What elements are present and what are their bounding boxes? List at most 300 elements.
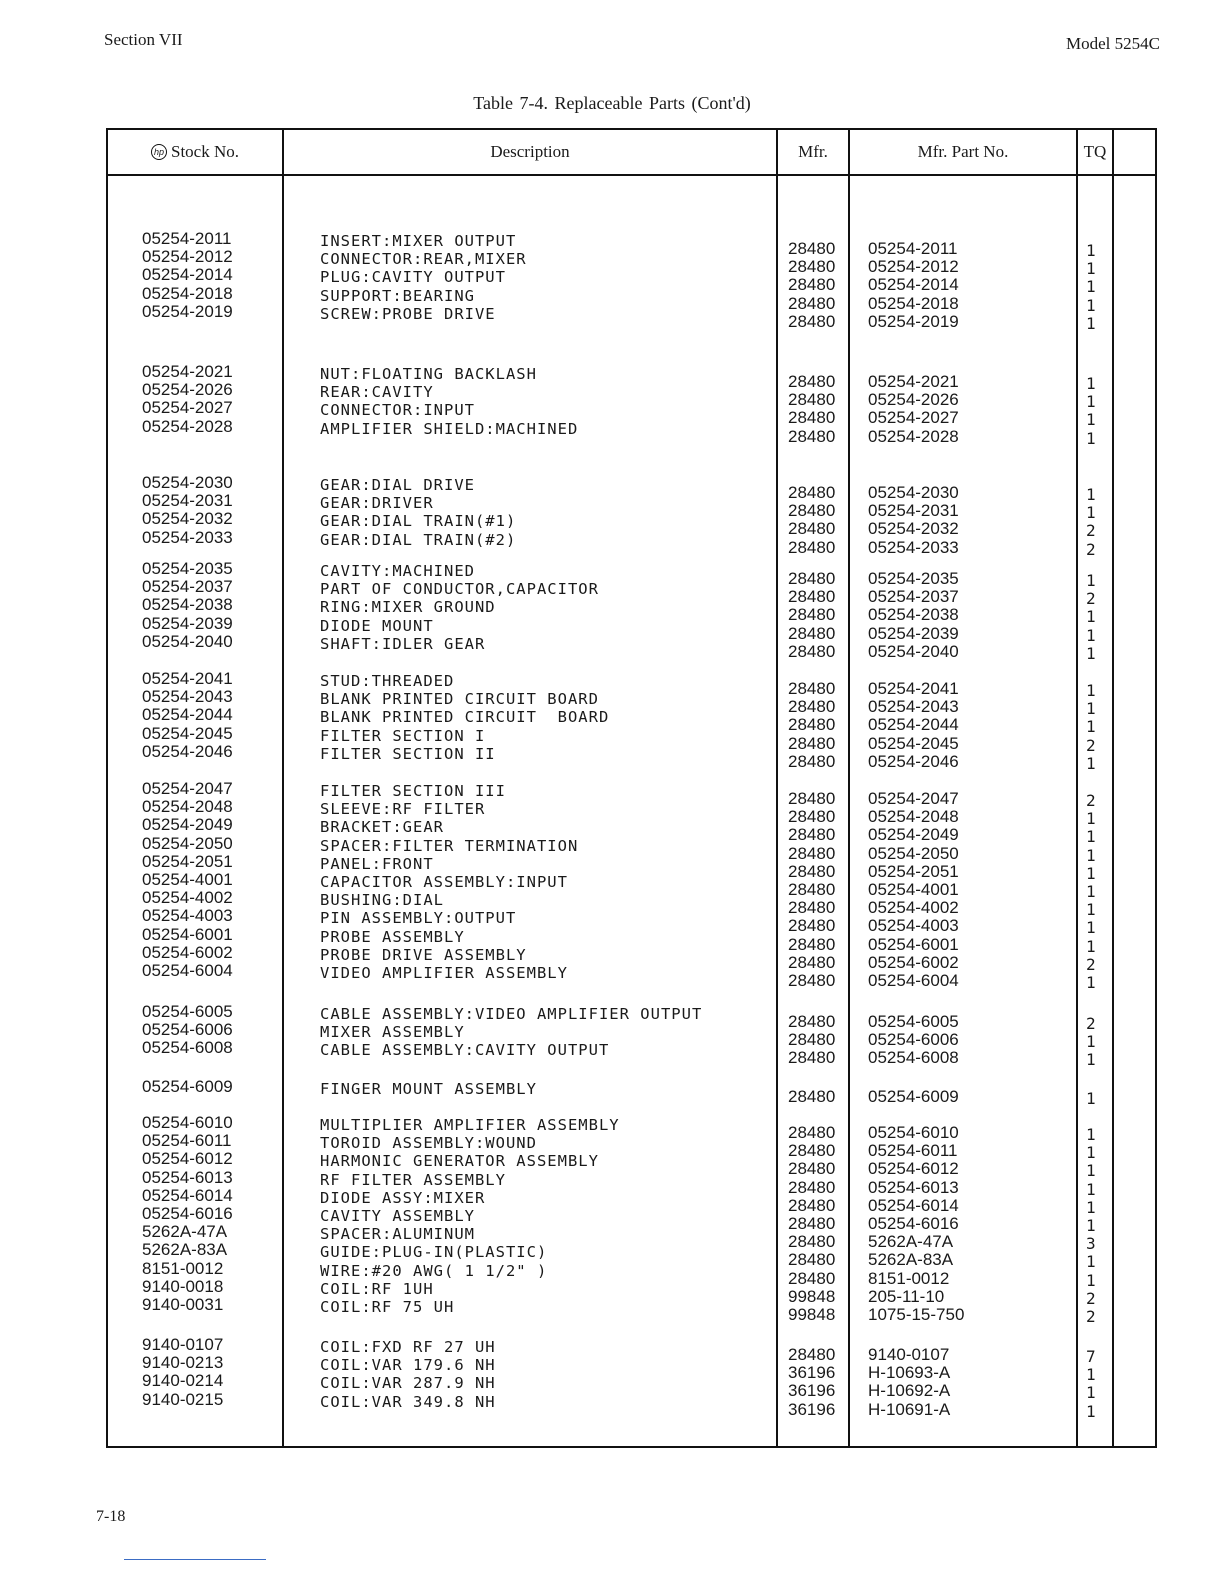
cell-mpn: 05254-2027 — [868, 408, 959, 428]
cell-mpn: H-10693-A — [868, 1363, 951, 1383]
cell-mpn: 05254-2040 — [868, 641, 959, 661]
cell-mpn: 05254-6013 — [868, 1177, 959, 1197]
cell-mfr: 28480 — [788, 697, 836, 717]
cell-stock: 05254-2047 — [142, 779, 233, 798]
column-desc-group — [320, 1116, 620, 1316]
cell-stock: 05254-2019 — [142, 301, 233, 321]
cell-desc: NUT:FLOATING BACKLASH — [320, 365, 537, 383]
cell-tq: 1 — [1086, 392, 1096, 412]
cell-desc: PART OF CONDUCTOR,CAPACITOR — [320, 580, 599, 599]
cell-tq: 2 — [1086, 954, 1096, 974]
cell-tq: 1 — [1086, 485, 1096, 504]
cell-mpn: 05254-6008 — [868, 1048, 959, 1068]
cell-tq: 1 — [1086, 863, 1096, 883]
cell-mfr: 28480 — [788, 623, 836, 643]
cell-mpn: 5262A-83A — [868, 1250, 954, 1270]
cell-mpn: 5262A-47A — [868, 1232, 954, 1252]
cell-desc: COIL:RF 75 UH — [320, 1297, 455, 1316]
cell-tq: 1 — [1086, 374, 1096, 393]
cell-desc: MIXER ASSEMBLY — [320, 1023, 465, 1042]
cell-mpn: 05254-2032 — [868, 519, 959, 539]
cell-mfr: 28480 — [788, 537, 836, 557]
cell-desc: REAR:CAVITY — [320, 383, 434, 402]
cell-mfr: 28480 — [788, 715, 836, 735]
column-stock-group — [142, 780, 233, 980]
cell-tq: 2 — [1086, 791, 1096, 810]
column-tq-group — [1086, 572, 1096, 663]
cell-tq: 1 — [1086, 607, 1096, 627]
column-mpn-group — [868, 1124, 964, 1324]
column-divider — [776, 130, 778, 1446]
cell-desc: CABLE ASSEMBLY:VIDEO AMPLIFIER OUTPUT — [320, 1005, 703, 1023]
cell-mfr: 28480 — [788, 372, 836, 391]
column-tq-group — [1086, 682, 1096, 773]
column-desc-group — [320, 1005, 702, 1060]
cell-desc: CONNECTOR:REAR,MIXER — [320, 250, 527, 269]
cell-mpn: 05254-4001 — [868, 879, 959, 899]
cell-mfr: 28480 — [788, 1141, 836, 1161]
header-stock — [108, 130, 282, 174]
cell-desc: COIL:VAR 179.6 NH — [320, 1356, 496, 1375]
cell-tq: 1 — [1086, 1401, 1096, 1421]
column-mfr-group — [788, 790, 835, 990]
column-mpn-group — [868, 240, 959, 331]
cell-desc: COIL:VAR 287.9 NH — [320, 1374, 496, 1393]
cell-tq: 1 — [1086, 900, 1096, 920]
cell-stock: 05254-2018 — [142, 283, 233, 303]
cell-stock: 05254-4003 — [142, 906, 233, 926]
cell-mpn: 05254-2041 — [868, 679, 959, 698]
cell-desc: FILTER SECTION I — [320, 726, 486, 745]
cell-stock: 05254-2040 — [142, 631, 233, 651]
cell-desc: MULTIPLIER AMPLIFIER ASSEMBLY — [320, 1116, 620, 1134]
cell-mpn: 05254-6012 — [868, 1159, 959, 1179]
cell-desc: GEAR:DIAL DRIVE — [320, 476, 475, 494]
cell-mfr: 28480 — [788, 934, 836, 954]
cell-tq: 1 — [1086, 1383, 1096, 1403]
cell-stock: 05254-2043 — [142, 687, 233, 707]
cell-mfr: 28480 — [788, 1268, 836, 1288]
cell-stock: 05254-2031 — [142, 491, 233, 511]
cell-desc: COIL:FXD RF 27 UH — [320, 1338, 496, 1356]
cell-desc: CONNECTOR:INPUT — [320, 401, 475, 420]
cell-tq: 1 — [1086, 918, 1096, 938]
cell-desc: SPACER:FILTER TERMINATION — [320, 836, 579, 855]
column-desc-group — [320, 1080, 537, 1098]
cell-desc: FILTER SECTION III — [320, 782, 506, 800]
cell-mpn: 05254-2044 — [868, 715, 959, 735]
cell-tq: 1 — [1086, 827, 1096, 847]
cell-stock: 05254-6016 — [142, 1203, 233, 1223]
cell-tq: 2 — [1086, 539, 1096, 559]
cell-mfr: 28480 — [788, 789, 836, 808]
cell-stock: 05254-2049 — [142, 815, 233, 835]
cell-tq: 1 — [1086, 410, 1096, 430]
column-divider — [1112, 130, 1114, 1446]
column-tq-group — [1086, 242, 1096, 333]
cell-mpn: 05254-2051 — [868, 861, 959, 881]
column-stock-group — [142, 1114, 233, 1314]
cell-tq: 1 — [1086, 1365, 1096, 1385]
cell-mfr: 28480 — [788, 1048, 836, 1068]
cell-tq: 1 — [1086, 1089, 1096, 1108]
column-stock-group — [142, 1003, 233, 1058]
cell-mfr: 36196 — [788, 1363, 836, 1383]
cell-mpn: 05254-2046 — [868, 751, 959, 771]
cell-stock: 05254-6005 — [142, 1002, 233, 1021]
cell-desc: GEAR:DRIVER — [320, 494, 434, 513]
cell-mfr: 28480 — [788, 239, 836, 258]
cell-tq: 1 — [1086, 1032, 1096, 1052]
cell-mpn: 05254-2021 — [868, 372, 959, 391]
cell-desc: SUPPORT:BEARING — [320, 286, 475, 305]
column-stock-group — [142, 1078, 233, 1096]
cell-tq: 2 — [1086, 589, 1096, 609]
cell-desc: PANEL:FRONT — [320, 854, 434, 873]
cell-tq: 1 — [1086, 881, 1096, 901]
column-mfr-group — [788, 484, 835, 557]
cell-desc: COIL:RF 1UH — [320, 1279, 434, 1298]
cell-stock: 05254-2035 — [142, 559, 233, 578]
bottom-rule — [124, 1559, 266, 1560]
cell-mfr: 28480 — [788, 1250, 836, 1270]
cell-stock: 8151-0012 — [142, 1258, 224, 1278]
cell-desc: TOROID ASSEMBLY:WOUND — [320, 1134, 537, 1153]
page-number: 7-18 — [96, 1508, 126, 1525]
column-stock-group — [142, 1336, 223, 1409]
cell-mpn: 05254-2019 — [868, 311, 959, 331]
cell-mfr: 28480 — [788, 426, 836, 446]
cell-mfr: 28480 — [788, 1012, 836, 1031]
cell-tq: 1 — [1086, 699, 1096, 719]
cell-mfr: 28480 — [788, 825, 836, 845]
cell-stock: 05254-2051 — [142, 851, 233, 871]
cell-mfr: 28480 — [788, 483, 836, 502]
cell-mpn: 05254-2045 — [868, 733, 959, 753]
cell-mpn: 05254-2012 — [868, 257, 959, 277]
cell-desc: PROBE DRIVE ASSEMBLY — [320, 945, 527, 964]
cell-mpn: 05254-2037 — [868, 587, 959, 607]
cell-stock: 05254-2037 — [142, 577, 233, 597]
column-tq-group — [1086, 375, 1096, 448]
column-mpn-group — [868, 1346, 950, 1419]
cell-mpn: 05254-2026 — [868, 390, 959, 410]
cell-mfr: 28480 — [788, 1345, 836, 1364]
column-mfr-group — [788, 680, 835, 771]
cell-mfr: 36196 — [788, 1399, 836, 1419]
cell-mpn: 05254-2028 — [868, 426, 959, 446]
cell-mpn: 05254-6014 — [868, 1195, 959, 1215]
cell-tq: 1 — [1086, 625, 1096, 645]
cell-mfr: 28480 — [788, 501, 836, 521]
cell-mfr: 28480 — [788, 390, 836, 410]
cell-stock: 05254-2014 — [142, 265, 233, 285]
cell-desc: COIL:VAR 349.8 NH — [320, 1392, 496, 1411]
cell-desc: PROBE ASSEMBLY — [320, 927, 465, 946]
header-stock-label: Stock No. — [171, 142, 239, 161]
cell-tq: 1 — [1086, 753, 1096, 773]
cell-desc: BUSHING:DIAL — [320, 891, 444, 910]
column-mpn-group — [868, 570, 959, 661]
cell-mfr: 28480 — [788, 311, 836, 331]
column-tq-group — [1086, 1126, 1096, 1326]
cell-mfr: 28480 — [788, 807, 836, 827]
cell-tq: 1 — [1086, 809, 1096, 829]
cell-desc: GUIDE:PLUG-IN(PLASTIC) — [320, 1243, 548, 1262]
section-label: Section VII — [104, 30, 183, 49]
cell-desc: GEAR:DIAL TRAIN(#1) — [320, 512, 517, 531]
cell-tq: 2 — [1086, 1288, 1096, 1308]
column-stock-group — [142, 670, 233, 761]
cell-mpn: 05254-2014 — [868, 275, 959, 295]
cell-mpn: 05254-4002 — [868, 898, 959, 918]
cell-tq: 2 — [1086, 521, 1096, 541]
cell-stock: 05254-2046 — [142, 741, 233, 761]
cell-desc: PLUG:CAVITY OUTPUT — [320, 268, 506, 287]
column-mpn-group — [868, 373, 959, 446]
column-desc-group — [320, 476, 516, 549]
column-divider — [848, 130, 850, 1446]
cell-mpn: 05254-6009 — [868, 1087, 959, 1106]
cell-stock: 05254-2011 — [142, 229, 232, 248]
column-mfr-group — [788, 240, 835, 331]
cell-tq: 1 — [1086, 241, 1096, 260]
cell-tq: 1 — [1086, 972, 1096, 992]
cell-mpn: 05254-2038 — [868, 605, 959, 625]
cell-desc: HARMONIC GENERATOR ASSEMBLY — [320, 1152, 599, 1171]
cell-mpn: 8151-0012 — [868, 1268, 950, 1288]
cell-mfr: 28480 — [788, 861, 836, 881]
cell-stock: 05254-6004 — [142, 960, 233, 980]
cell-mpn: 05254-2050 — [868, 843, 959, 863]
cell-mfr: 28480 — [788, 293, 836, 313]
column-mfr-group — [788, 373, 835, 446]
cell-desc: RF FILTER ASSEMBLY — [320, 1170, 506, 1189]
cell-stock: 05254-2030 — [142, 473, 233, 492]
column-desc-group — [320, 672, 609, 763]
cell-tq: 1 — [1086, 571, 1096, 590]
cell-stock: 05254-2041 — [142, 669, 233, 688]
cell-stock: 9140-0107 — [142, 1335, 224, 1354]
cell-mfr: 28480 — [788, 587, 836, 607]
cell-mpn: 05254-6016 — [868, 1213, 959, 1233]
cell-desc: DIODE MOUNT — [320, 616, 434, 635]
cell-tq: 7 — [1086, 1347, 1096, 1366]
cell-stock: 5262A-83A — [142, 1240, 228, 1260]
cell-desc: SHAFT:IDLER GEAR — [320, 634, 486, 653]
cell-stock: 05254-6010 — [142, 1113, 233, 1132]
cell-tq: 1 — [1086, 295, 1096, 315]
cell-stock: 05254-6014 — [142, 1185, 233, 1205]
cell-desc: BRACKET:GEAR — [320, 818, 444, 837]
cell-mfr: 28480 — [788, 1232, 836, 1252]
column-mpn-group — [868, 790, 959, 990]
column-divider — [282, 130, 284, 1446]
cell-mfr: 28480 — [788, 408, 836, 428]
cell-mfr: 28480 — [788, 952, 836, 972]
column-desc-group — [320, 1338, 496, 1411]
cell-stock: 9140-0018 — [142, 1276, 224, 1296]
cell-mfr: 28480 — [788, 257, 836, 277]
cell-mfr: 28480 — [788, 1195, 836, 1215]
cell-mpn: 05254-2031 — [868, 501, 959, 521]
cell-tq: 1 — [1086, 643, 1096, 663]
cell-mfr: 28480 — [788, 733, 836, 753]
cell-stock: 05254-2021 — [142, 362, 233, 381]
cell-tq: 1 — [1086, 1125, 1096, 1144]
column-desc-group — [320, 365, 578, 438]
cell-stock: 05254-6001 — [142, 924, 233, 944]
cell-stock: 9140-0215 — [142, 1389, 224, 1409]
column-mfr-group — [788, 1346, 835, 1419]
header-divider — [108, 174, 1155, 176]
cell-mpn: 05254-6001 — [868, 934, 959, 954]
cell-desc: PIN ASSEMBLY:OUTPUT — [320, 909, 517, 928]
cell-stock: 05254-2027 — [142, 398, 233, 418]
column-mpn-group — [868, 484, 959, 557]
cell-desc: CAVITY:MACHINED — [320, 562, 475, 580]
cell-mpn: 1075-15-750 — [868, 1304, 965, 1324]
column-mpn-group — [868, 1088, 959, 1106]
column-tq-group — [1086, 792, 1096, 992]
cell-tq: 1 — [1086, 259, 1096, 279]
cell-tq: 1 — [1086, 1161, 1096, 1181]
cell-tq: 2 — [1086, 1014, 1096, 1033]
table-title: Table 7-4. Replaceable Parts (Cont'd) — [473, 93, 751, 113]
cell-mfr: 28480 — [788, 1159, 836, 1179]
cell-mfr: 28480 — [788, 605, 836, 625]
column-mfr-group — [788, 1124, 835, 1324]
cell-mpn: H-10691-A — [868, 1399, 951, 1419]
parts-table — [106, 128, 1157, 1448]
cell-stock: 05254-6012 — [142, 1149, 233, 1169]
header-description: Description — [490, 142, 570, 161]
cell-tq: 1 — [1086, 277, 1096, 297]
cell-stock: 05254-2032 — [142, 509, 233, 529]
column-mfr-group — [788, 1013, 835, 1068]
model-label: Model 5254C — [1066, 34, 1160, 53]
cell-mfr: 28480 — [788, 751, 836, 771]
cell-desc: RING:MIXER GROUND — [320, 598, 496, 617]
cell-tq: 1 — [1086, 503, 1096, 523]
column-mfr-group — [788, 570, 835, 661]
cell-stock: 05254-6002 — [142, 942, 233, 962]
cell-desc: BLANK PRINTED CIRCUIT BOARD — [320, 690, 599, 709]
cell-desc: AMPLIFIER SHIELD:MACHINED — [320, 419, 579, 438]
cell-stock: 05254-2050 — [142, 833, 233, 853]
cell-mpn: 05254-6011 — [868, 1141, 958, 1161]
cell-mfr: 99848 — [788, 1304, 836, 1324]
cell-stock: 05254-2012 — [142, 247, 233, 267]
cell-tq: 1 — [1086, 1197, 1096, 1217]
cell-stock: 9140-0213 — [142, 1353, 224, 1373]
cell-mpn: 05254-2035 — [868, 569, 959, 588]
cell-tq: 2 — [1086, 1306, 1096, 1326]
cell-mpn: 05254-6006 — [868, 1030, 959, 1050]
cell-mfr: 28480 — [788, 843, 836, 863]
cell-mfr: 28480 — [788, 970, 836, 990]
cell-mpn: 05254-6010 — [868, 1123, 959, 1142]
cell-tq: 1 — [1086, 936, 1096, 956]
cell-mpn: 05254-2039 — [868, 623, 959, 643]
column-stock-group — [142, 230, 233, 321]
cell-stock: 05254-6013 — [142, 1167, 233, 1187]
cell-mpn: 05254-2030 — [868, 483, 959, 502]
column-tq-group — [1086, 1348, 1096, 1421]
cell-desc: INSERT:MIXER OUTPUT — [320, 232, 517, 250]
cell-mfr: 28480 — [788, 275, 836, 295]
cell-tq: 1 — [1086, 313, 1096, 333]
cell-mfr: 36196 — [788, 1381, 836, 1401]
column-tq-group — [1086, 1090, 1096, 1108]
cell-stock: 05254-2033 — [142, 527, 233, 547]
cell-stock: 5262A-47A — [142, 1222, 228, 1242]
cell-mpn: 05254-6004 — [868, 970, 959, 990]
cell-mpn: 05254-6002 — [868, 952, 959, 972]
cell-tq: 1 — [1086, 1179, 1096, 1199]
cell-mfr: 28480 — [788, 519, 836, 539]
cell-desc: WIRE:#20 AWG( 1 1/2" ) — [320, 1261, 548, 1280]
column-mfr-group — [788, 1088, 835, 1106]
cell-mpn: 205-11-10 — [868, 1286, 945, 1306]
cell-stock: 05254-2038 — [142, 595, 233, 615]
cell-stock: 05254-4001 — [142, 869, 233, 889]
cell-tq: 1 — [1086, 1215, 1096, 1235]
column-divider — [1076, 130, 1078, 1446]
cell-desc: SCREW:PROBE DRIVE — [320, 304, 496, 323]
cell-stock: 05254-6008 — [142, 1038, 233, 1058]
cell-mpn: H-10692-A — [868, 1381, 951, 1401]
column-desc-group — [320, 562, 599, 653]
cell-desc: CAVITY ASSEMBLY — [320, 1206, 475, 1225]
column-tq-group — [1086, 486, 1096, 559]
header-tq: TQ — [1083, 142, 1107, 161]
cell-desc: SPACER:ALUMINUM — [320, 1225, 475, 1244]
cell-tq: 1 — [1086, 1050, 1096, 1070]
cell-stock: 05254-2028 — [142, 416, 233, 436]
cell-mfr: 28480 — [788, 679, 836, 698]
cell-tq: 1 — [1086, 845, 1096, 865]
column-stock-group — [142, 560, 233, 651]
cell-mpn: 05254-2033 — [868, 537, 959, 557]
cell-mpn: 9140-0107 — [868, 1345, 950, 1364]
cell-tq: 3 — [1086, 1234, 1096, 1254]
cell-desc: STUD:THREADED — [320, 672, 455, 690]
column-desc-group — [320, 232, 527, 323]
cell-stock: 05254-6006 — [142, 1020, 233, 1040]
column-stock-group — [142, 474, 233, 547]
cell-desc: CABLE ASSEMBLY:CAVITY OUTPUT — [320, 1041, 610, 1060]
cell-mpn: 05254-2018 — [868, 293, 959, 313]
cell-tq: 1 — [1086, 1270, 1096, 1290]
cell-mpn: 05254-2011 — [868, 239, 958, 258]
cell-desc: BLANK PRINTED CIRCUIT BOARD — [320, 708, 610, 727]
cell-mpn: 05254-2043 — [868, 697, 959, 717]
cell-desc: FILTER SECTION II — [320, 744, 496, 763]
cell-stock: 05254-2045 — [142, 723, 233, 743]
cell-desc: DIODE ASSY:MIXER — [320, 1188, 486, 1207]
cell-tq: 1 — [1086, 1252, 1096, 1272]
column-desc-group — [320, 782, 578, 982]
column-tq-group — [1086, 1015, 1096, 1070]
cell-mfr: 28480 — [788, 1030, 836, 1050]
cell-desc: SLEEVE:RF FILTER — [320, 800, 486, 819]
cell-tq: 1 — [1086, 717, 1096, 737]
cell-tq: 2 — [1086, 735, 1096, 755]
cell-stock: 05254-4002 — [142, 888, 233, 908]
cell-stock: 05254-2039 — [142, 613, 233, 633]
cell-stock: 9140-0031 — [142, 1294, 224, 1314]
